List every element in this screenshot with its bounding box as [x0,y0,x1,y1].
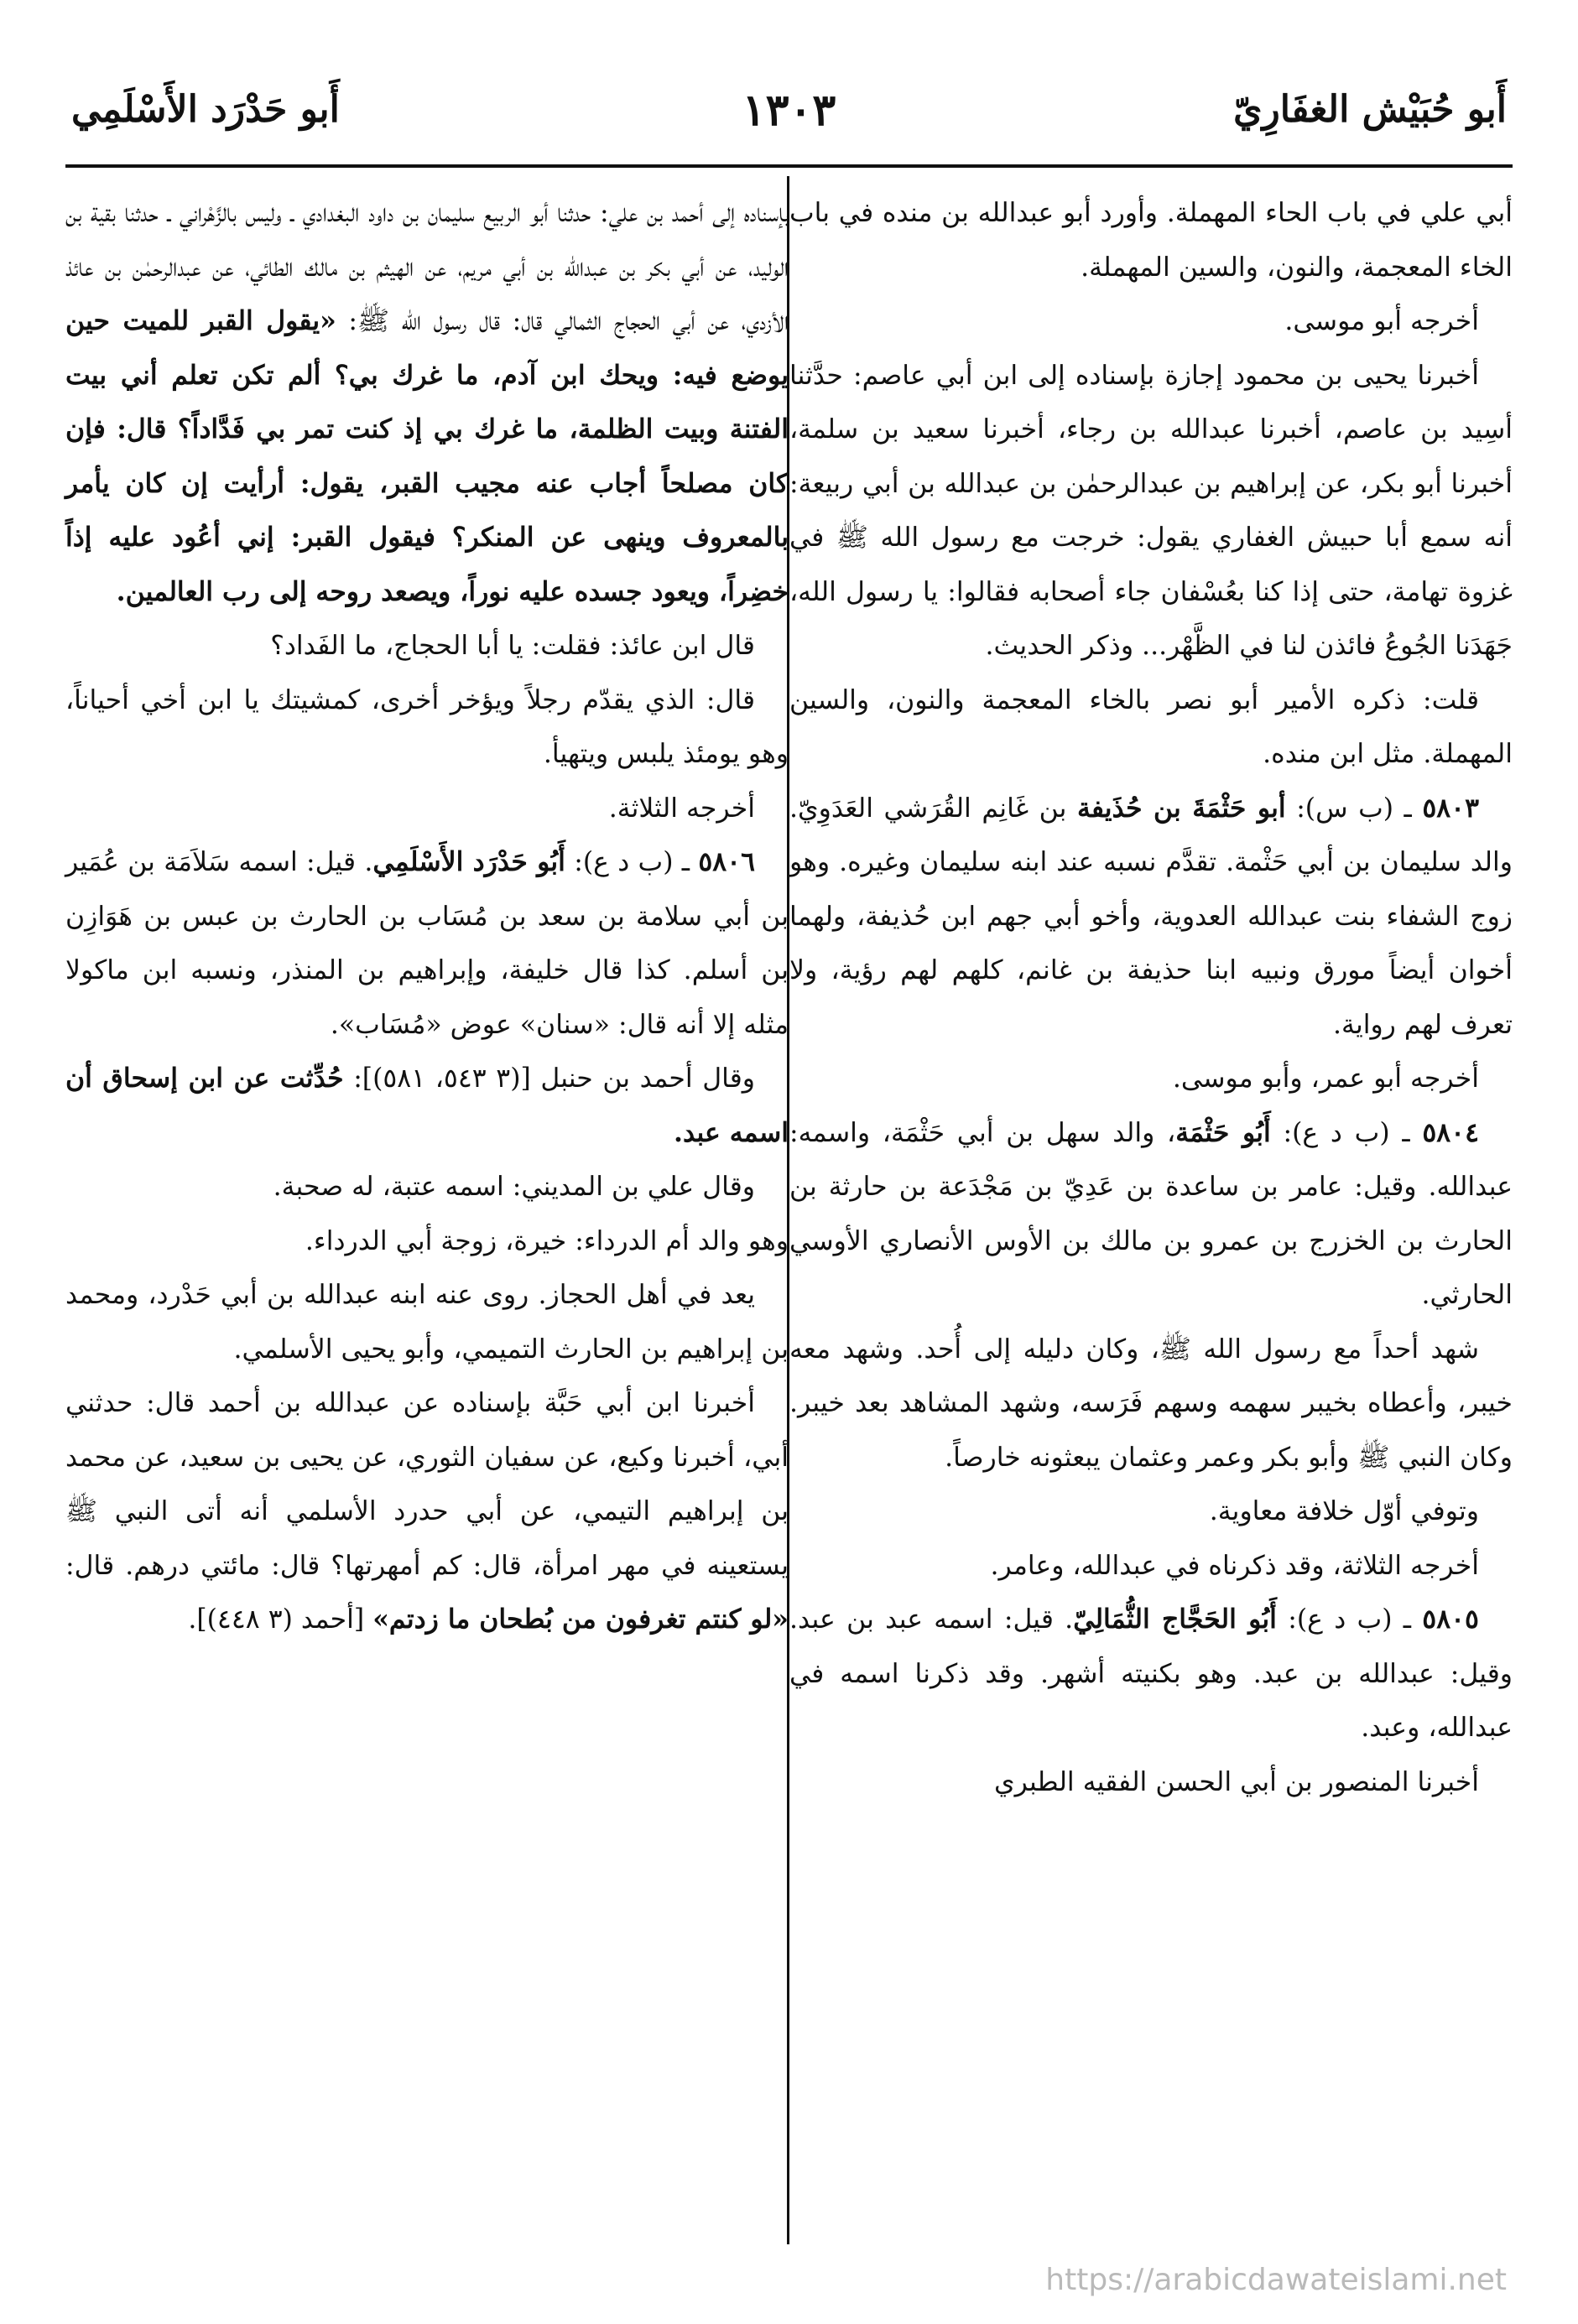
entry-5805 [789,1593,1513,1755]
entry-code: ـ (ب د ع): [1276,1604,1423,1635]
paragraph: أخرجه الثلاثة. [608,793,755,824]
paragraph: أبي علي في باب الحاء المهملة. وأورد أبو عبدالله بن منده في باب الخاء المعجمة، والنون، والسين المهملة. [789,198,1513,283]
entry-number: ٥٨٠٤ [1422,1116,1479,1148]
paragraph: يعد في أهل الحجاز. روى عنه ابنه عبدالله بن أبي حَدْرد، ومحمد بن إبراهيم بن الحارث التميمي، وأبو يحيى الأسلمي. [65,1280,789,1365]
entry-name: أَبُو الحَجَّاج الثُّمَالِيّ [1073,1604,1277,1635]
entry-number: ٥٨٠٣ [1422,792,1480,824]
paragraph: قال ابن عائذ: فقلت: يا أبا الحجاج، ما الفَداد؟ [270,631,755,661]
paragraph [65,186,789,619]
paragraph: شهد أحداً مع رسول الله ﷺ، وكان دليله إلى أُحد. وشهد معه خيبر، وأعطاه بخيبر سهمه وسهم فَرَسه، وشهد المشاهد بعد خيبر. وكان النبي ﷺ وأبو بكر وعمر وعثمان يبعثونه خارصاً. [789,1334,1513,1473]
entry-number: ٥٨٠٥ [1422,1604,1479,1635]
paragraph: وتوفي أوّل خلافة معاوية. [1209,1496,1479,1526]
entry-text: . قيل: اسمه سَلاَمَة بن عُمَير بن أبي سلامة بن سعد بن مُسَاب بن الحارث بن عبس بن هَوَازِن بن أسلم. كذا قال خليفة، وإبراهيم بن المنذر، ونسبه ابن ماكولا مثله إلا أنه قال: «سنان» عوض «مُسَاب». [65,847,789,1040]
paragraph: وهو والد أم الدرداء: خيرة، زوجة أبي الدرداء. [305,1225,789,1256]
entry-5806 [65,835,789,1052]
paragraph: أخرجه أبو موسى. [1284,306,1479,336]
paragraph: أخرجه الثلاثة، وقد ذكرناه في عبدالله، وعامر. [990,1550,1479,1581]
entry-code: ـ (ب د ع): [1270,1117,1423,1148]
page-number: ١٣٠٣ [742,85,836,136]
text: بإسناده إلى أحمد بن علي: حدثنا أبو الربيع سليمان بن داود البغدادي ـ وليس بالزَّهْراني ـ حدثنا بقية بن الوليد، عن أبي بكر بن عبدالله بن أبي مريم، عن الهيثم بن مالك الطائي، عن عبدالرحمٰن بن عائذ الأزدي، عن أبي الحجاج الثمالي قال: قال رسول الله ﷺ: [65,198,789,336]
entry-code: ـ (ب د ع): [565,847,699,877]
paragraph [65,1052,789,1160]
paragraph: قلت: ذكره الأمير أبو نصر بالخاء المعجمة والنون، والسين المهملة. مثل ابن منده. [789,684,1513,769]
citation: [أحمد (٣ ٤٤٨)]. [188,1604,373,1635]
left-column [65,186,789,1647]
entry-name: أَبُو حَثْمَة [1175,1116,1271,1148]
running-header [63,80,1515,155]
right-column [789,186,1513,1809]
quote-text: حُدِّثت عن ابن إسحاق أن اسمه عبد. [65,1063,789,1148]
paragraph: أخرجه أبو عمر، وأبو موسى. [1172,1063,1479,1094]
text: أخبرنا ابن أبي حَبَّة بإسناده عن عبدالله بن أحمد قال: حدثني أبي، أخبرنا وكيع، عن سفيان الثوري، عن يحيى بن سعيد، عن محمد بن إبراهيم التيمي، عن أبي حدرد الأسلمي أنه أتى النبي ﷺ يستعينه في مهر امرأة، قال: كم أمهرتها؟ قال: مائتي درهم. قال: [65,1388,789,1581]
entry-5804 [789,1106,1513,1323]
text: وقال أحمد بن حنبل [(٣ ٥٤٣، ٥٨١)]: [343,1063,755,1094]
entry-text: . قيل: اسمه عبد بن عبد. وقيل: عبدالله بن عبد. وهو بكنيته أشهر. وقد ذكرنا اسمه في عبدالله، وعبد. [789,1604,1513,1743]
paragraph: وقال علي بن المديني: اسمه عتبة، له صحبة. [273,1172,755,1202]
watermark-url: https://arabicdawateislami.net [1045,2263,1507,2297]
hadith-text: «لو كنتم تغرفون من بُطحان ما زدتم» [372,1604,789,1635]
entry-code: ـ (ب س): [1285,793,1423,824]
hadith-text: «يقول القبر للميت حين يوضع فيه: ويحك ابن آدم، ما غرك بي؟ ألم تكن تعلم أني بيت الفتنة وبيت الظلمة، ما غرك بي إذ كنت تمر بي فَدَّاداً؟ قال: فإن كان مصلحاً أجاب عنه مجيب القبر، يقول: أرأيت إن كان يأمر بالمعروف وينهى عن المنكر؟ فيقول القبر: إني أعُود عليه إذاً خضِراً، ويعود جسده عليه نوراً، ويصعد روحه إلى رب العالمين. [65,305,789,607]
header-divider [65,164,1513,168]
entry-name: أَبُو حَدْرَد الأَسْلَمِي [372,846,565,877]
paragraph: أخبرنا يحيى بن محمود إجازة بإسناده إلى ابن أبي عاصم: حدَّثنا أسِيد بن عاصم، أخبرنا عبدالله بن رجاء، أخبرنا سعيد بن سلمة، أخبرنا أبو بكر، عن إبراهيم بن عبدالرحمٰن بن عبدالله بن أبي ربيعة: أنه سمع أبا حبيش الغفاري يقول: خرجت مع رسول الله ﷺ في غزوة تهامة، حتى إذا كنا بعُسْفان جاء أصحابه فقالوا: يا رسول الله، جَهَدَنا الجُوعُ فائذن لنا في الظَّهْر... وذكر الحديث. [789,360,1513,661]
entry-name: أبو حَثْمَةَ بن حُذَيفة [1076,792,1286,824]
paragraph: قال: الذي يقدّم رجلاً ويؤخر أخرى، كمشيتك يا ابن أخي أحياناً، وهو يومئذ يلبس ويتهيأ. [65,684,789,769]
entry-text: ، والد سهل بن أبي حَثْمَة، واسمه: عبدالله. وقيل: عامر بن ساعدة بن عَدِيّ بن مَجْدَعة بن حارثة بن الحارث بن الخزرج بن عمرو بن مالك بن الأوس الأنصاري الأوسي الحارثي. [789,1117,1513,1310]
running-title-right: أَبو حُبَيْش الغفَارِيّ [1233,88,1507,131]
paragraph: أخبرنا المنصور بن أبي الحسن الفقيه الطبري [993,1766,1479,1797]
running-title-left: أَبو حَدْرَد الأَسْلَمِي [71,88,340,131]
paragraph [65,1376,789,1647]
entry-number: ٥٨٠٦ [698,846,755,877]
entry-text: بن غَانِم القُرَشي العَدَوِيّ. والد سليمان بن أبي حَثْمة. تقدَّم نسبه عند ابنه سليمان وغيره. وهو زوج الشفاء بنت عبدالله العدوية، وأخو أبي جهم ابن حُذيفة، ولهما أخوان أيضاً مورق ونبيه ابنا حذيفة بن غانم، كلهم لهم رؤية، ولا تعرف لهم رواية. [789,793,1513,1040]
entry-5803 [789,782,1513,1053]
